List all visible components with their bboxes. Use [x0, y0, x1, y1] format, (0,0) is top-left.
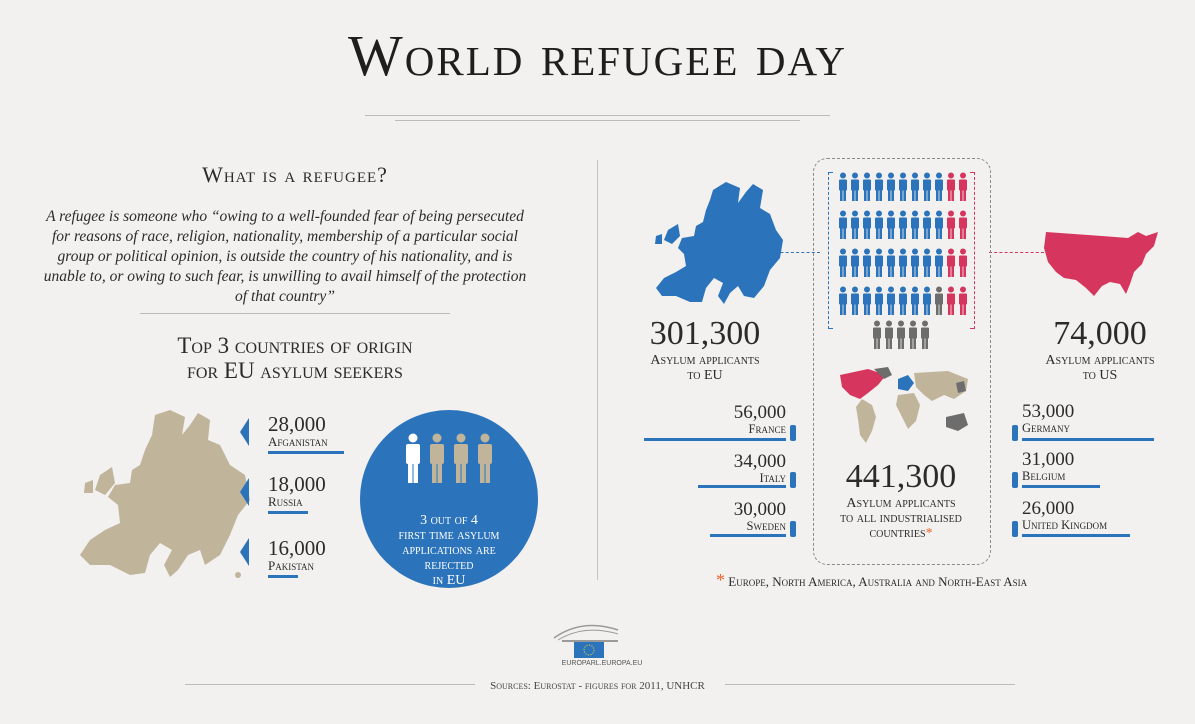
us-label: Asylum applicants [1045, 353, 1155, 368]
world-map [828, 365, 978, 447]
country-uk [1022, 499, 1152, 532]
title-divider [365, 115, 830, 116]
definition-divider [140, 313, 450, 314]
person-icon [790, 521, 796, 537]
rejection-line: 3 out of 4 [420, 513, 478, 528]
country-number: 56,000 [733, 402, 786, 423]
person-icon [1012, 425, 1018, 441]
country-belgium [1022, 450, 1152, 483]
country-bar-uk [1022, 534, 1130, 537]
person-icon-white [406, 434, 420, 484]
country-france [700, 403, 786, 436]
footnote [716, 570, 1136, 591]
person-icon [1012, 472, 1018, 488]
origin-item-3 [268, 537, 326, 578]
origin-arrow-3 [240, 538, 249, 566]
eu-stat [640, 315, 770, 383]
origin-label: Afganistan [268, 434, 328, 449]
country-bar-belgium [1022, 485, 1100, 488]
country-bar-italy [698, 485, 786, 488]
section-divider [597, 160, 598, 580]
origin-number: 18,000 [268, 472, 326, 496]
country-label: Sweden [746, 519, 786, 533]
us-map [1042, 228, 1160, 300]
europe-map-blue [648, 178, 788, 308]
eu-label: Asylum applicants [650, 353, 760, 368]
total-number: 441,300 [845, 458, 957, 495]
origin-heading-line1: Top 3 countries of origin [177, 333, 413, 358]
origin-label: Russia [268, 494, 303, 509]
country-bar-germany [1022, 438, 1154, 441]
total-label-3: countries [869, 526, 926, 541]
total-label: Asylum applicants [846, 496, 956, 511]
total-label-2: to all industrialised [840, 511, 962, 526]
person-icon [1012, 521, 1018, 537]
origin-label: Pakistan [268, 558, 315, 573]
country-label: Italy [759, 471, 786, 485]
origin-item-1 [268, 413, 344, 454]
definition-text: A refugee is someone who “owing to a well-founded fear of being persecuted for reasons of race, religion, nationality, membership of a particular social group or political opinion, is outside the country of his nationality, and is unable to, or owing to such fear, is unwilling to avail himself of the protection of that country” [43, 208, 527, 305]
rejection-people-icons [403, 433, 495, 485]
person-icon [790, 425, 796, 441]
origin-heading [60, 333, 530, 383]
country-label: United Kingdom [1022, 518, 1108, 532]
rejection-text [360, 513, 538, 588]
us-label-2: to US [1082, 368, 1118, 383]
europe-map-beige [60, 405, 260, 585]
country-label: France [748, 422, 786, 436]
connector-us [989, 252, 1044, 253]
origin-number: 16,000 [268, 536, 326, 560]
country-sweden [700, 500, 786, 533]
us-bracket [970, 172, 975, 329]
person-icon-beige [478, 434, 492, 484]
rejection-line: applications are [402, 543, 496, 558]
country-bar-sweden [710, 534, 786, 537]
sources-text: Sources: Eurostat - figures for 2011, UNHCR [490, 680, 705, 692]
country-number: 31,000 [1022, 449, 1075, 470]
person-icon-beige [430, 434, 444, 484]
eu-bracket [828, 172, 833, 329]
european-parliament-logo [552, 616, 652, 660]
us-number: 74,000 [1053, 315, 1147, 352]
rejection-line: first time asylum [398, 528, 500, 543]
country-label: Germany [1022, 421, 1071, 435]
country-number: 53,000 [1022, 401, 1075, 422]
eu-label-2: to EU [687, 368, 723, 383]
person-icon-beige [454, 434, 468, 484]
origin-arrow-1 [240, 418, 249, 446]
country-number: 34,000 [733, 451, 786, 472]
title-divider-2 [395, 120, 800, 121]
origin-bar [268, 451, 344, 454]
us-stat [1030, 315, 1170, 383]
origin-number: 28,000 [268, 412, 326, 436]
footnote-text: Europe, North America, Australia and North-East Asia [728, 574, 1028, 589]
origin-heading-line2: for EU asylum seekers [187, 358, 403, 383]
origin-bar [268, 575, 298, 578]
origin-bar [268, 511, 308, 514]
country-italy [700, 452, 786, 485]
rejection-line: rejected [424, 558, 474, 573]
eu-number: 301,300 [649, 315, 761, 352]
people-grid [838, 172, 970, 352]
origin-item-2 [268, 473, 326, 514]
origin-arrow-2 [240, 478, 249, 506]
person-icon [790, 472, 796, 488]
footer-url[interactable]: EUROPARL.EUROPA.EU [561, 660, 643, 667]
definition-heading: What is a refugee? [202, 162, 388, 187]
page-title: World refugee day [348, 23, 847, 88]
rejection-line: in EU [432, 573, 466, 588]
country-bar-france [644, 438, 786, 441]
country-germany [1022, 402, 1152, 435]
country-label: Belgium [1022, 469, 1066, 483]
country-number: 26,000 [1022, 498, 1075, 519]
footnote-asterisk: * [716, 570, 725, 590]
country-number: 30,000 [733, 499, 786, 520]
total-asterisk: * [925, 526, 933, 541]
total-stat [813, 458, 989, 541]
